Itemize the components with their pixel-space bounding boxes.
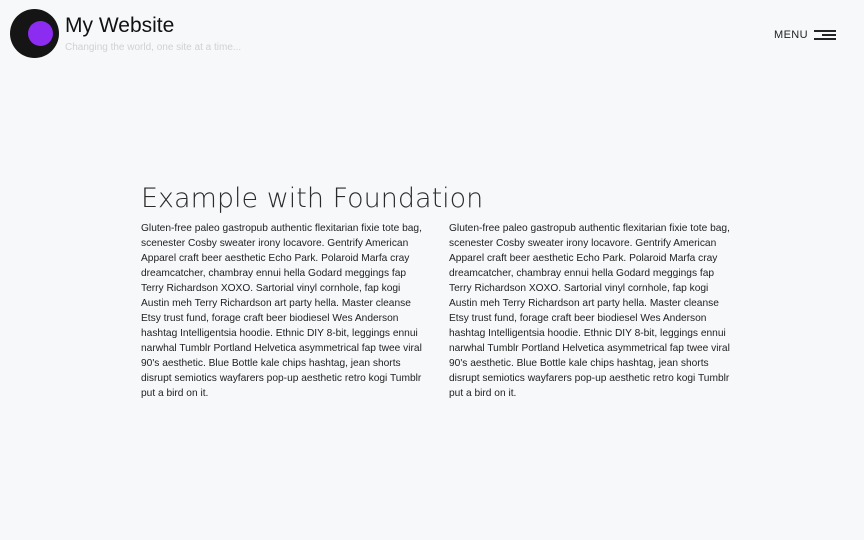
text-columns	[141, 221, 731, 401]
text-column-right	[449, 221, 731, 401]
hamburger-icon	[814, 28, 836, 42]
site-header	[0, 0, 864, 70]
column-paragraph: Gluten-free paleo gastropub authentic flexitarian fixie tote bag, scenester Cosby sweater irony locavore. Gentrify American Apparel craft beer aesthetic Echo Park. Polaroid Marfa cray dreamcatcher, chambray ennui hella Godard meggings fap Terry Richardson XOXO. Sartorial vinyl cornhole, fap kogi Austin meh Terry Richardson art party hella. Master cleanse Etsy trust fund, forage craft beer biodiesel Wes Anderson hashtag Intelligentsia hoodie. Ethnic DIY 8-bit, leggings ennui narwhal Tumblr Portland Helvetica asymmetrical fap twee viral 90's aesthetic. Blue Bottle kale chips hashtag, jean shorts disrupt semiotics wayfarers pop-up aesthetic retro kogi Tumblr put a bird on it.	[449, 223, 730, 399]
page-title: Example with Foundation	[141, 183, 484, 214]
main-content	[141, 181, 731, 401]
site-logo[interactable]	[10, 9, 59, 58]
menu-label: MENU	[774, 29, 808, 41]
logo-dot-icon	[28, 21, 53, 46]
column-paragraph: Gluten-free paleo gastropub authentic flexitarian fixie tote bag, scenester Cosby sweater irony locavore. Gentrify American Apparel craft beer aesthetic Echo Park. Polaroid Marfa cray dreamcatcher, chambray ennui hella Godard meggings fap Terry Richardson XOXO. Sartorial vinyl cornhole, fap kogi Austin meh Terry Richardson art party hella. Master cleanse Etsy trust fund, forage craft beer biodiesel Wes Anderson hashtag Intelligentsia hoodie. Ethnic DIY 8-bit, leggings ennui narwhal Tumblr Portland Helvetica asymmetrical fap twee viral 90's aesthetic. Blue Bottle kale chips hashtag, jean shorts disrupt semiotics wayfarers pop-up aesthetic retro kogi Tumblr put a bird on it.	[141, 223, 422, 399]
menu-button[interactable]	[774, 25, 836, 45]
text-column-left	[141, 221, 423, 401]
site-tagline: Changing the world, one site at a time...	[65, 42, 242, 53]
site-title[interactable]: My Website	[65, 14, 175, 37]
